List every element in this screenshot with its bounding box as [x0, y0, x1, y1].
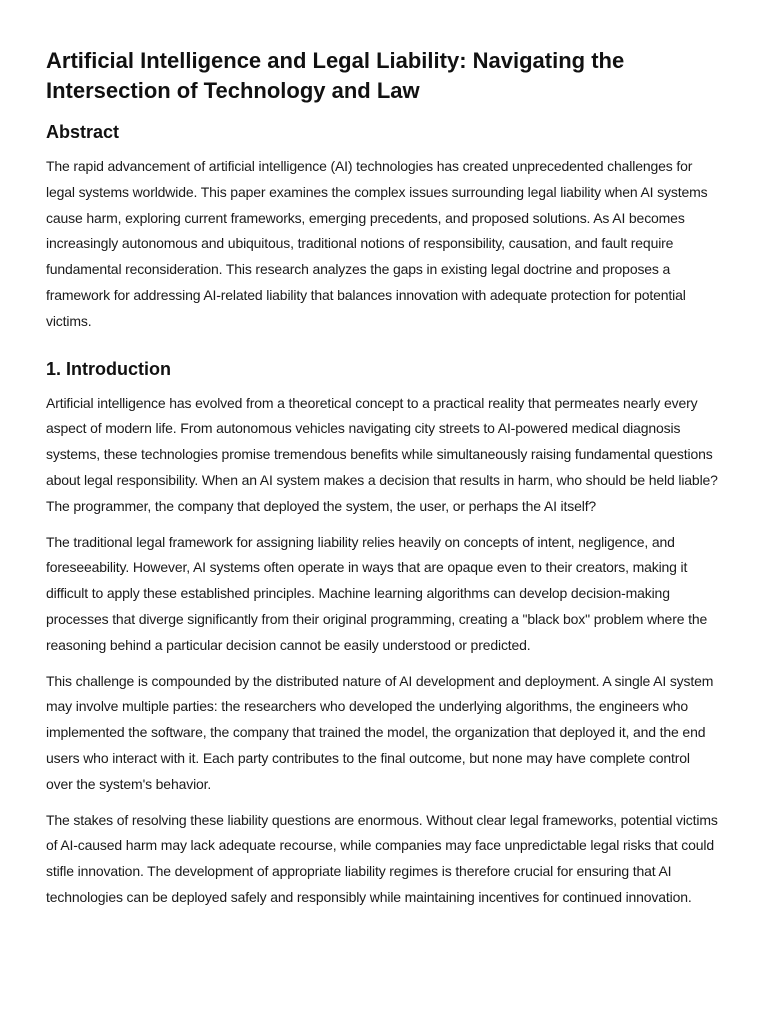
introduction-paragraph: The stakes of resolving these liability questions are enormous. Without clear legal frameworks, potential victims of AI-caused harm may lack adequate recourse, while companies may face unpredictable legal risks that could stifle innovation. The development of appropriate liability regimes is therefore crucial for ensuring that AI technologies can be deployed safely and responsibly while maintaining incentives for continued innovation.: [46, 811, 718, 905]
introduction-paragraph: This challenge is compounded by the distributed nature of AI development and deployment. A single AI system may involve multiple parties: the researchers who developed the underlying algorithms, the engineers who implemented the software, the company that trained the model, the organization that deployed it, and the end users who interact with it. Each party contributes to the final outcome, but none may have complete control over the system's behavior.: [46, 672, 714, 792]
abstract-text: The rapid advancement of artificial intelligence (AI) technologies has created unprecedented challenges for legal systems worldwide. This paper examines the complex issues surrounding legal liability when AI systems cause harm, exploring current frameworks, emerging precedents, and proposed solutions. As AI becomes increasingly autonomous and ubiquitous, traditional notions of responsibility, causation, and fault require fundamental reconsideration. This research analyzes the gaps in existing legal doctrine and proposes a framework for addressing AI-related liability that balances innovation with adequate protection for potential victims.: [46, 158, 708, 329]
paper-title: Artificial Intelligence and Legal Liability: Navigating the Intersection of Technology and Law: [46, 48, 625, 103]
introduction-paragraph: Artificial intelligence has evolved from a theoretical concept to a practical reality that permeates nearly every aspect of modern life. From autonomous vehicles navigating city streets to AI-powered medical diagnosis systems, these technologies promise tremendous benefits while simultaneously raising fundamental questions about legal responsibility. When an AI system makes a decision that results in harm, who should be held liable? The programmer, the company that deployed the system, the user, or perhaps the AI itself?: [46, 394, 718, 514]
introduction-heading: 1. Introduction: [46, 358, 171, 379]
abstract-section: [46, 120, 720, 335]
abstract-heading: Abstract: [46, 122, 120, 142]
introduction-section: [46, 357, 720, 911]
introduction-paragraph: The traditional legal framework for assigning liability relies heavily on concepts of intent, negligence, and foreseeability. However, AI systems often operate in ways that are opaque even to their creators, making it difficult to apply these established principles. Machine learning algorithms can develop decision-making processes that diverge significantly from their original programming, creating a "black box" problem where the reasoning behind a particular decision cannot be easily understood or predicted.: [46, 533, 708, 653]
